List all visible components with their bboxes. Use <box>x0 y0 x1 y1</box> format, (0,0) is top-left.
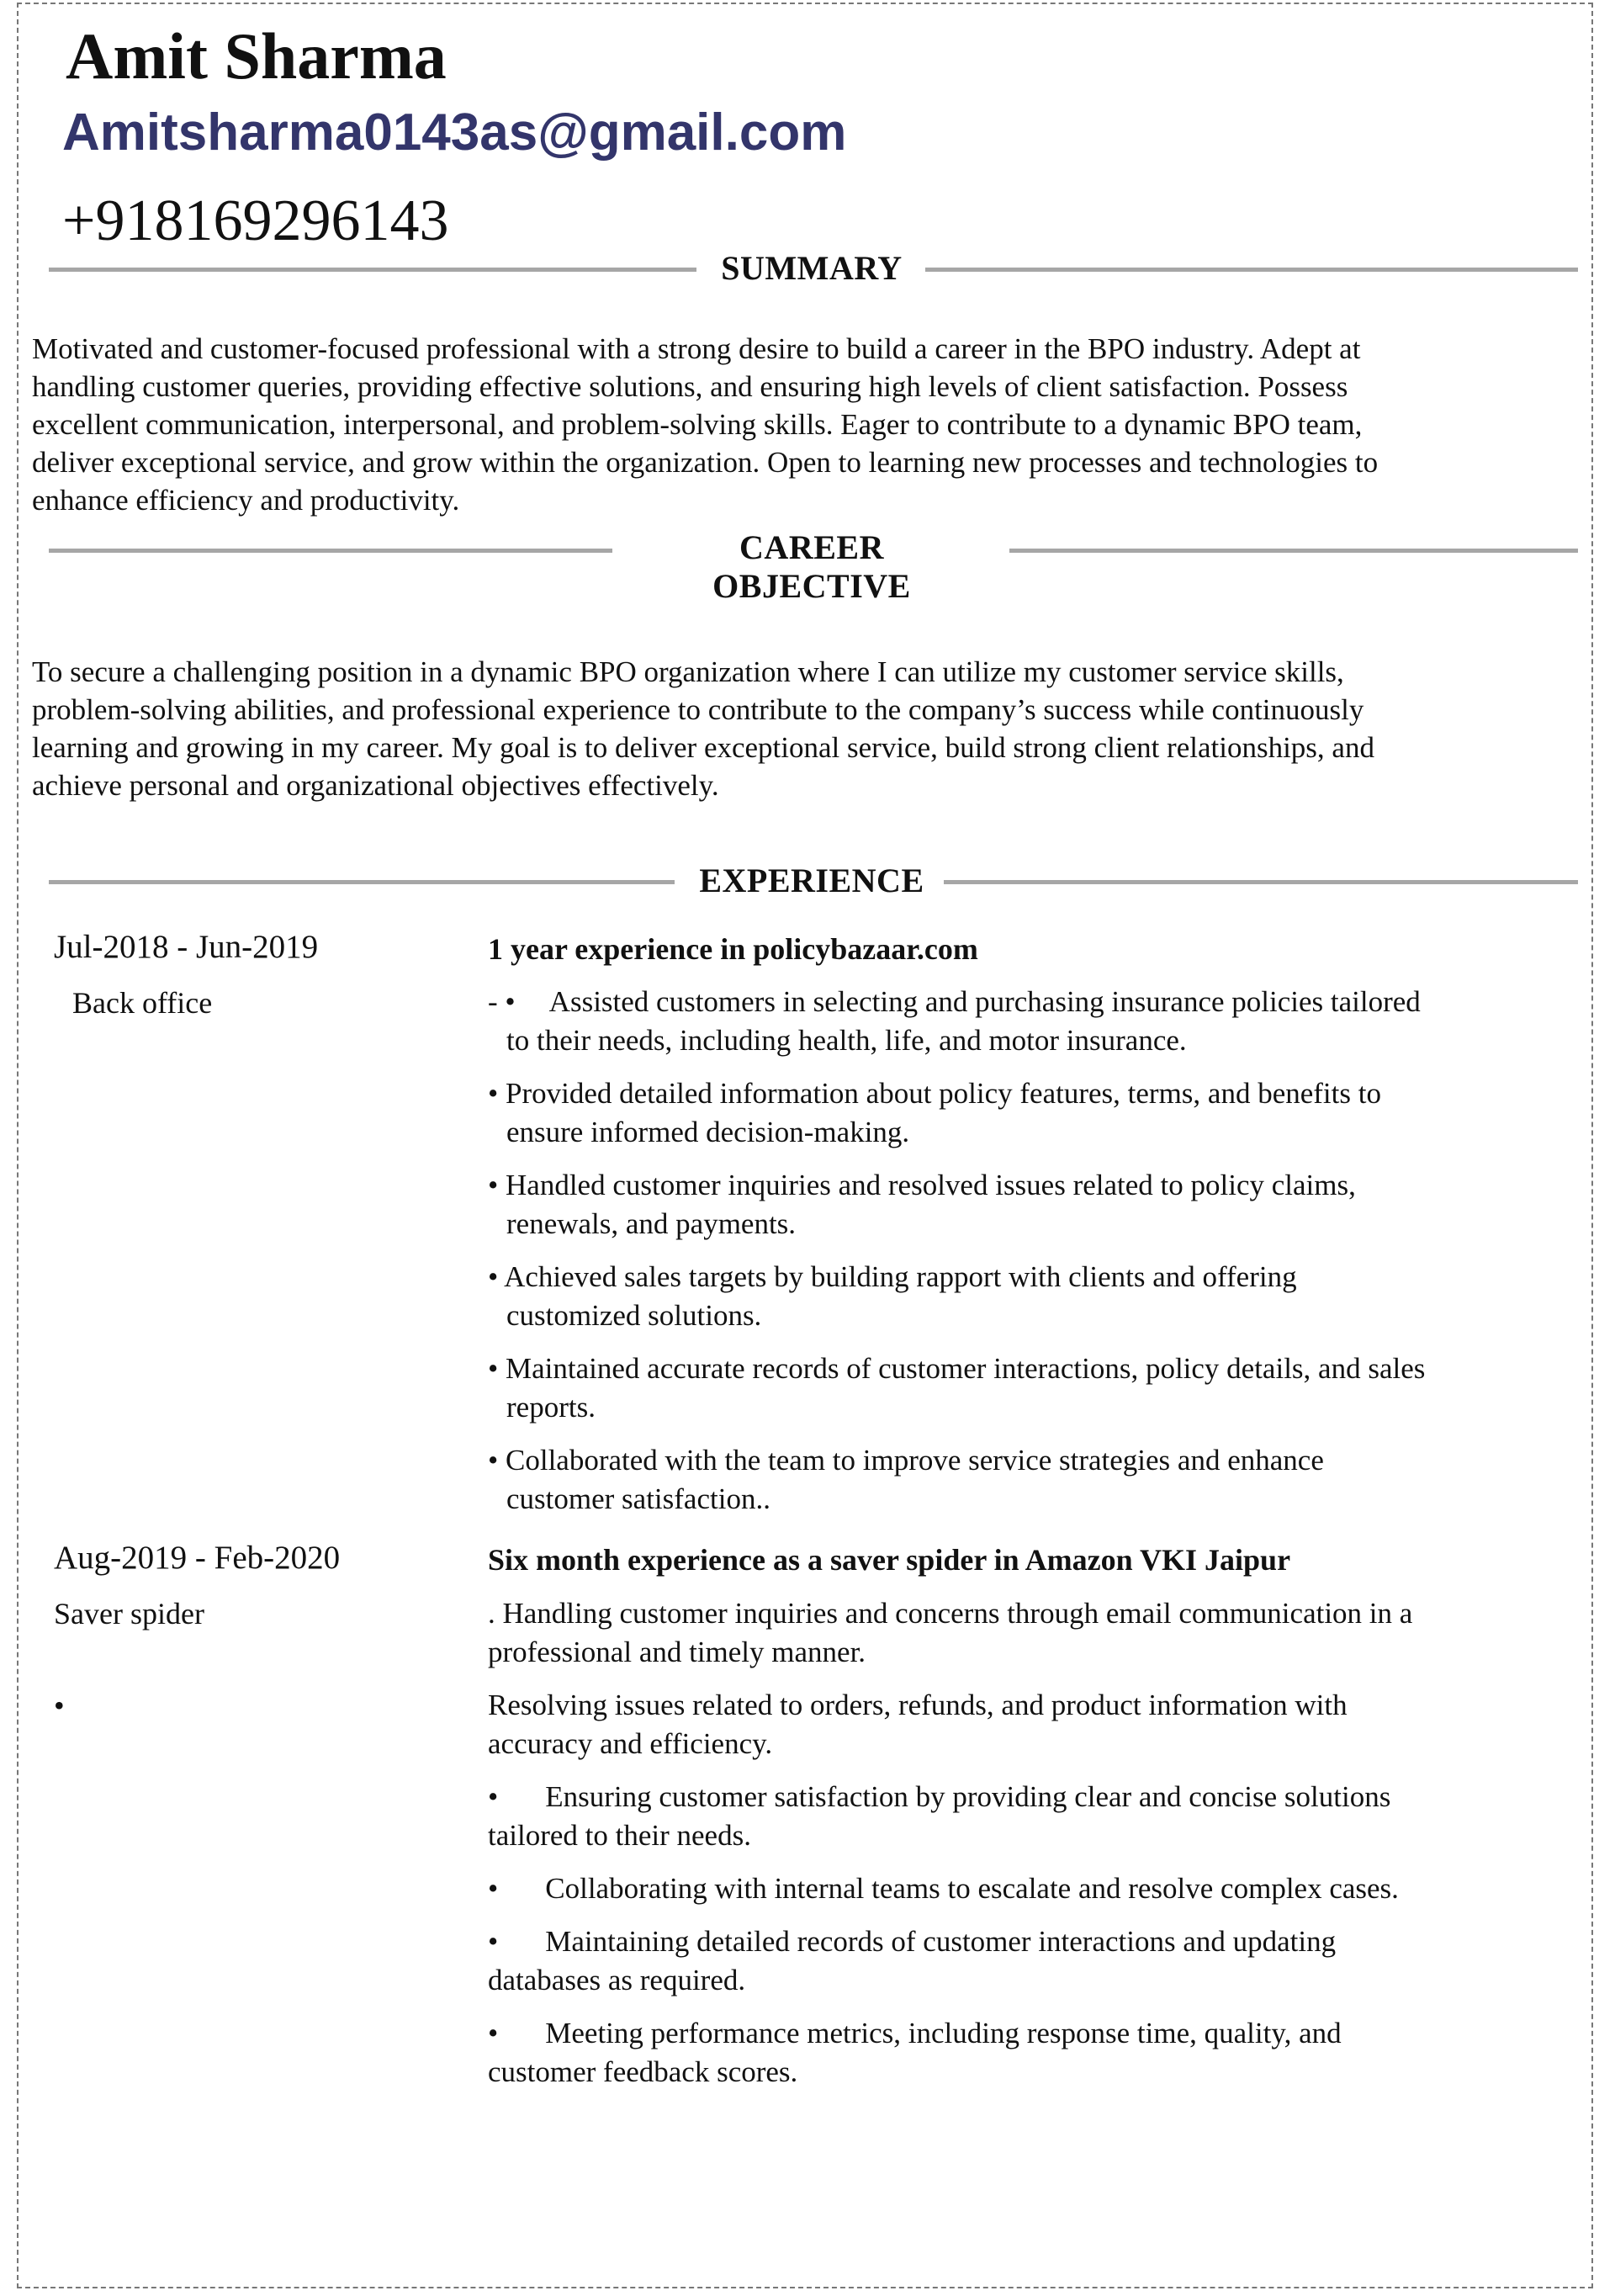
bullet-text: reports. <box>506 1391 596 1424</box>
objective-rule-right <box>1009 549 1578 553</box>
job-dates: Aug-2019 - Feb-2020 <box>54 1540 341 1576</box>
bullet-text: accuracy and efficiency. <box>488 1727 773 1760</box>
bullet-text: Ensuring customer satisfaction by providing clear and concise solutions <box>545 1780 1391 1813</box>
objective-line: learning and growing in my career. My goal is to deliver exceptional service, build strong client relationships, and <box>32 731 1374 764</box>
summary-rule-left <box>49 268 696 272</box>
summary-line: excellent communication, interpersonal, and problem-solving skills. Eager to contribute to a dynamic BPO team, <box>32 408 1363 441</box>
bullet-text: Collaborated with the team to improve service strategies and enhance <box>506 1444 1324 1477</box>
bullet-text: Achieved sales targets by building rapport with clients and offering <box>504 1260 1297 1293</box>
objective-heading <box>639 528 984 606</box>
objective-line: problem-solving abilities, and professional experience to contribute to the company’s success while continuously <box>32 693 1364 726</box>
bullet-text: Resolving issues related to orders, refunds, and product information with <box>488 1689 1348 1721</box>
bullet-text: to their needs, including health, life, and motor insurance. <box>506 1024 1187 1057</box>
bullet-marker: • <box>488 1169 499 1201</box>
objective-heading-line1: CAREER <box>739 528 884 566</box>
summary-text <box>32 330 1556 519</box>
phone-number: +918169296143 <box>62 188 449 253</box>
bullet-marker: • <box>488 1444 499 1477</box>
bullet-text: Collaborating with internal teams to escalate and resolve complex cases. <box>545 1872 1399 1905</box>
summary-line: Motivated and customer-focused professional with a strong desire to build a career in the BPO industry. Adept at <box>32 332 1361 365</box>
objective-heading-line2: OBJECTIVE <box>712 567 911 605</box>
job-bullet <box>488 1869 1399 1908</box>
bullet-text: renewals, and payments. <box>506 1207 797 1240</box>
experience-heading: EXPERIENCE <box>699 862 924 899</box>
bullet-marker: • <box>488 1780 499 1813</box>
bullet-marker: • <box>488 1077 499 1110</box>
email-address: Amitsharma0143as@gmail.com <box>62 103 847 162</box>
job-bullet <box>488 983 1421 1060</box>
bullet-text: Provided detailed information about policy features, terms, and benefits to <box>506 1077 1381 1110</box>
left-bullet: • <box>54 1689 65 1722</box>
job-bullet <box>488 2014 1342 2092</box>
bullet-text: ensure informed decision-making. <box>506 1116 910 1148</box>
bullet-text: Maintaining detailed records of customer interactions and updating <box>545 1925 1337 1958</box>
bullet-marker: • <box>488 1925 499 1958</box>
objective-line: achieve personal and organizational objectives effectively. <box>32 769 719 802</box>
summary-line: enhance efficiency and productivity. <box>32 484 460 517</box>
bullet-marker: • <box>488 2017 499 2049</box>
bullet-marker: • <box>488 1872 499 1905</box>
bullet-marker: • <box>488 1260 499 1293</box>
job-bullet <box>488 1441 1324 1519</box>
bullet-text: tailored to their needs. <box>488 1819 751 1852</box>
job-title: 1 year experience in policybazaar.com <box>488 932 978 966</box>
objective-text <box>32 653 1556 804</box>
summary-line: handling customer queries, providing effective solutions, and ensuring high levels of client satisfaction. Possess <box>32 370 1348 403</box>
objective-rule-left <box>49 549 612 553</box>
bullet-text: Meeting performance metrics, including response time, quality, and <box>545 2017 1342 2049</box>
bullet-text: . Handling customer inquiries and concerns through email communication in a <box>488 1597 1413 1630</box>
job-bullet <box>488 1166 1356 1243</box>
bullet-marker: - • <box>488 985 516 1018</box>
bullet-text: customer feedback scores. <box>488 2055 798 2088</box>
job-bullet <box>488 1686 1348 1763</box>
bullet-text: Handled customer inquiries and resolved issues related to policy claims, <box>506 1169 1356 1201</box>
summary-line: deliver exceptional service, and grow within the organization. Open to learning new processes and technologies to <box>32 446 1379 479</box>
bullet-text: customer satisfaction.. <box>506 1482 770 1515</box>
summary-heading: SUMMARY <box>721 249 903 287</box>
job-title: Six month experience as a saver spider in Amazon VKI Jaipur <box>488 1543 1291 1577</box>
job-bullet <box>488 1258 1297 1335</box>
job-dates: Jul-2018 - Jun-2019 <box>54 929 319 965</box>
objective-line: To secure a challenging position in a dynamic BPO organization where I can utilize my customer service skills, <box>32 655 1344 688</box>
job-bullet <box>488 1349 1425 1427</box>
bullet-text: Assisted customers in selecting and purchasing insurance policies tailored <box>548 985 1421 1018</box>
bullet-text: professional and timely manner. <box>488 1636 866 1668</box>
candidate-name: Amit Sharma <box>66 19 447 93</box>
job-bullet <box>488 1594 1412 1672</box>
bullet-text: customized solutions. <box>506 1299 762 1332</box>
job-role: Saver spider <box>54 1597 204 1631</box>
bullet-text: databases as required. <box>488 1964 746 1996</box>
experience-rule-right <box>944 880 1578 884</box>
job-bullet <box>488 1074 1381 1152</box>
job-bullet <box>488 1778 1390 1855</box>
job-bullet <box>488 1922 1336 2000</box>
experience-rule-left <box>49 880 675 884</box>
bullet-marker: • <box>488 1352 499 1385</box>
bullet-text: Maintained accurate records of customer interactions, policy details, and sales <box>506 1352 1426 1385</box>
job-role: Back office <box>72 986 213 1020</box>
summary-rule-right <box>925 268 1578 272</box>
